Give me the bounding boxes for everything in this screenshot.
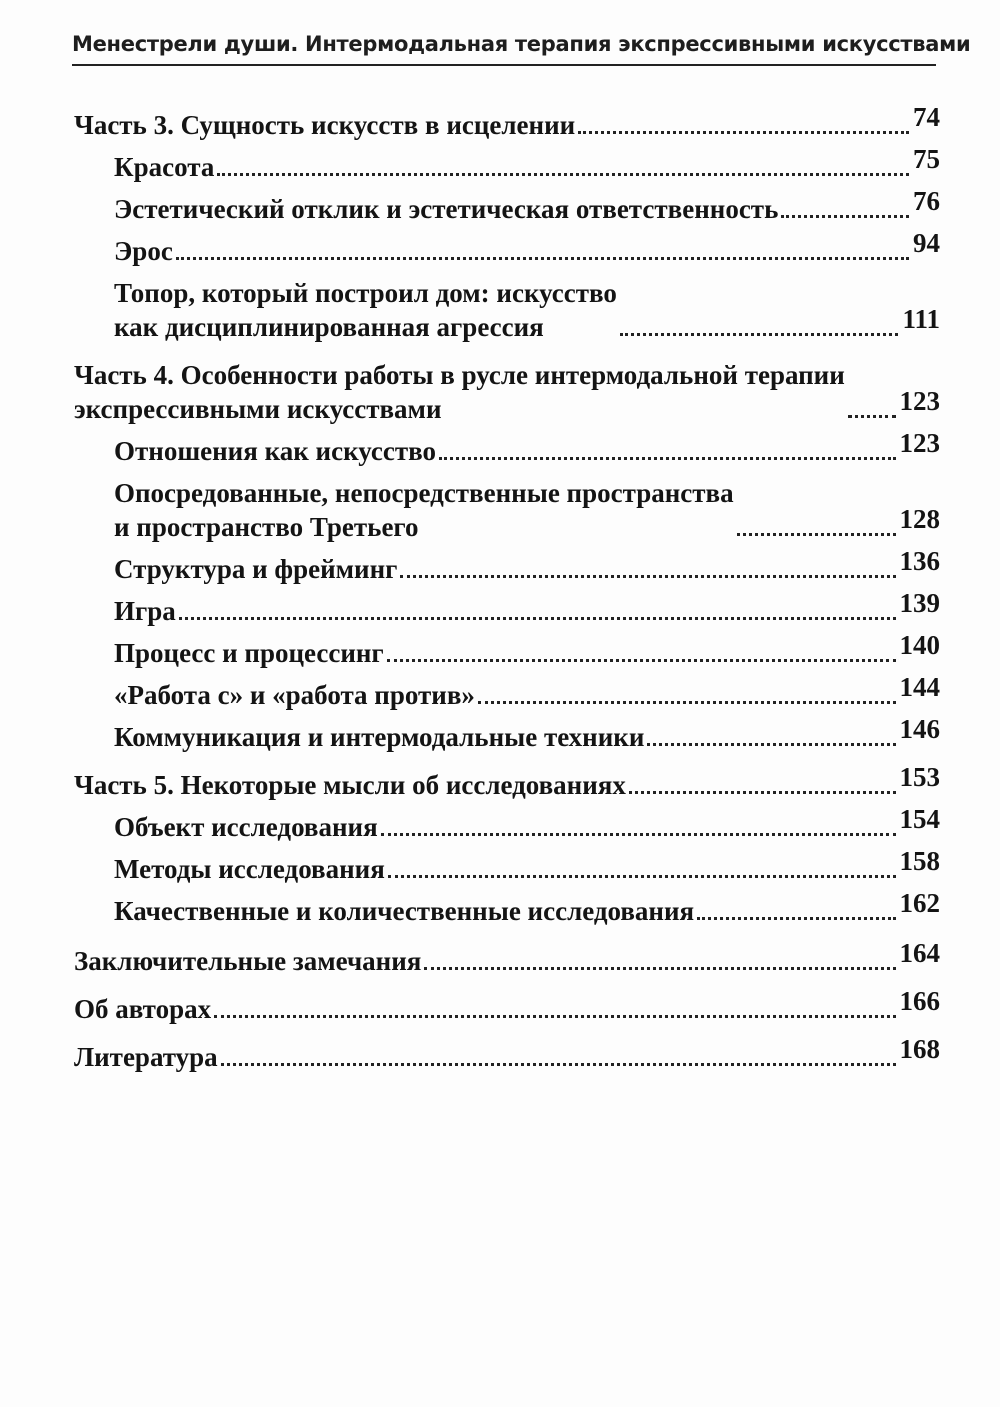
toc-page-number: 158: [899, 846, 940, 876]
dot-leader: [737, 533, 896, 536]
dot-leader: [381, 833, 896, 836]
toc-section-entry: [74, 846, 940, 886]
toc-entry-title: Игра: [114, 596, 176, 626]
dot-leader: [176, 257, 909, 260]
dot-leader: [781, 215, 909, 218]
toc-entry-title: Качественные и количественные исследования: [114, 896, 695, 926]
dot-leader: [848, 415, 896, 418]
toc-section-entry: [74, 228, 940, 268]
dot-leader: [424, 967, 895, 970]
toc-entry-title: Объект исследования: [114, 812, 378, 842]
toc-section-entry: [74, 672, 940, 712]
dot-leader: [387, 659, 896, 662]
toc-entry-title: Коммуникация и интермодальные техники: [114, 722, 645, 752]
toc-entry-title: Опосредованные, непосредственные пространства и пространство Третьего: [114, 478, 734, 542]
toc-entry-title: Эрос: [114, 236, 173, 266]
toc-page-number: 94: [913, 228, 940, 258]
dot-leader: [478, 701, 896, 704]
toc-entry-title: Методы исследования: [114, 854, 385, 884]
toc-entry-title: «Работа с» и «работа против»: [114, 680, 475, 710]
toc-part-entry: [74, 102, 940, 142]
table-of-contents: [74, 100, 940, 1074]
toc-page-number: 146: [899, 714, 940, 744]
toc-entry-title: Эстетический отклик и эстетическая ответственность: [114, 194, 779, 224]
dot-leader: [214, 1015, 895, 1018]
toc-entry-title: Часть 5. Некоторые мысли об исследованиях: [74, 770, 626, 800]
toc-part-entry: [74, 986, 940, 1026]
toc-page-number: 111: [902, 304, 940, 334]
toc-part-entry: [74, 1034, 940, 1074]
toc-page-number: 154: [899, 804, 940, 834]
toc-part-entry: [74, 762, 940, 802]
toc-page-number: 144: [899, 672, 940, 702]
toc-page-number: 74: [913, 102, 940, 132]
dot-leader: [388, 875, 896, 878]
toc-section-entry: [74, 144, 940, 184]
toc-entry-title: Литература: [74, 1042, 218, 1072]
toc-entry-title: Процесс и процессинг: [114, 638, 384, 668]
toc-entry-title: Часть 3. Сущность искусств в исцелении: [74, 110, 576, 140]
toc-section-entry: [74, 276, 940, 344]
toc-entry-title: Структура и фрейминг: [114, 554, 398, 584]
toc-part-entry: [74, 938, 940, 978]
toc-entry-title: Об авторах: [74, 994, 212, 1024]
toc-section-entry: [74, 888, 940, 928]
toc-section-entry: [74, 546, 940, 586]
dot-leader: [578, 131, 909, 134]
toc-page-number: 162: [899, 888, 940, 918]
toc-section-entry: [74, 630, 940, 670]
toc-entry-title: Отношения как искусство: [114, 436, 437, 466]
toc-entry-title: Топор, который построил дом: искусство как дисциплинированная агрессия: [114, 278, 617, 342]
toc-page-number: 166: [899, 986, 940, 1016]
dot-leader: [217, 173, 909, 176]
toc-entry-title: Часть 4. Особенности работы в русле интермодальной терапии экспрессивными искусствами: [74, 360, 845, 424]
toc-page-number: 128: [899, 504, 940, 534]
toc-page-number: 76: [913, 186, 940, 216]
toc-section-entry: [74, 588, 940, 628]
running-head: Менестрели души. Интермодальная терапия экспрессивными искусствами: [72, 32, 971, 56]
toc-page-number: 136: [899, 546, 940, 576]
toc-page-number: 153: [899, 762, 940, 792]
toc-entry-title: Заключительные замечания: [74, 946, 422, 976]
toc-page-number: 139: [899, 588, 940, 618]
header-rule: [72, 64, 936, 66]
dot-leader: [697, 917, 895, 920]
toc-page-number: 75: [913, 144, 940, 174]
toc-section-entry: [74, 714, 940, 754]
toc-page-number: 123: [899, 386, 940, 416]
toc-section-entry: [74, 186, 940, 226]
dot-leader: [620, 333, 899, 336]
toc-section-entry: [74, 476, 940, 544]
dot-leader: [400, 575, 895, 578]
dot-leader: [439, 457, 895, 460]
dot-leader: [221, 1063, 896, 1066]
dot-leader: [179, 617, 896, 620]
toc-section-entry: [74, 428, 940, 468]
toc-page-number: 140: [899, 630, 940, 660]
toc-page-number: 123: [899, 428, 940, 458]
dot-leader: [629, 791, 896, 794]
dot-leader: [647, 743, 895, 746]
toc-part-entry: [74, 358, 940, 426]
toc-page-number: 168: [899, 1034, 940, 1064]
toc-page-number: 164: [899, 938, 940, 968]
toc-entry-title: Красота: [114, 152, 215, 182]
toc-section-entry: [74, 804, 940, 844]
